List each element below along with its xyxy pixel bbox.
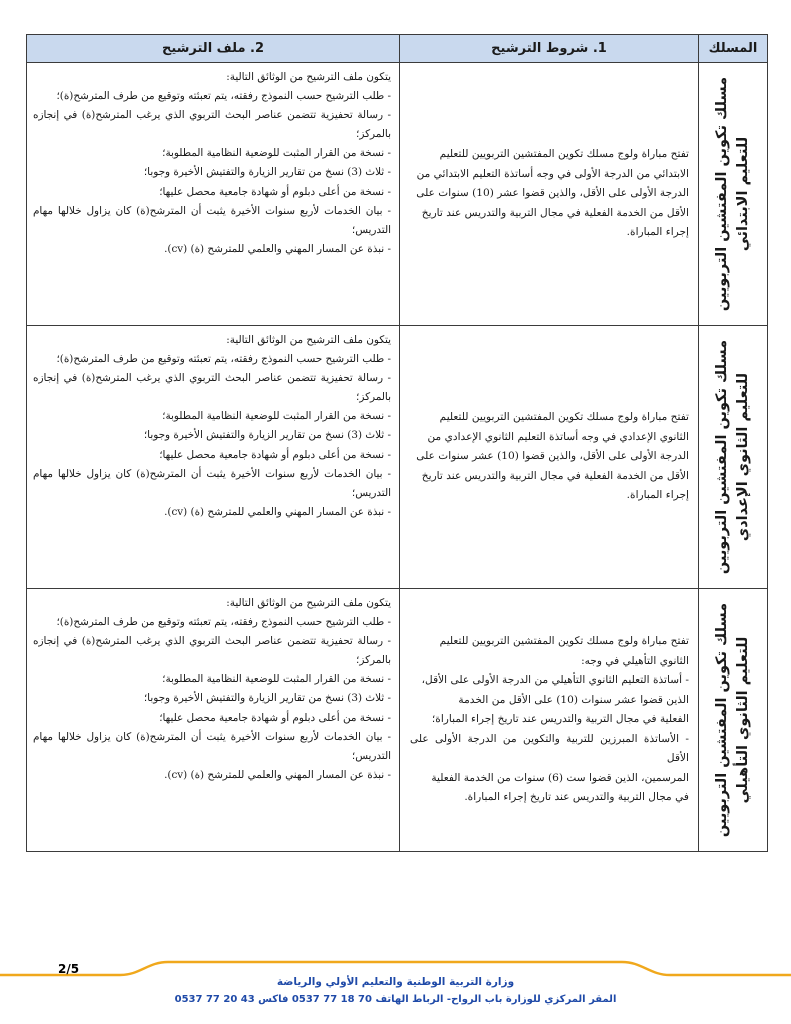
footer-address: المقر المركزي للوزارة باب الرواح- الرباط الهاتف 70 18 77 0537 فاكس 43 20 77 0537 bbox=[174, 994, 617, 1005]
file-document-item: - رسالة تحفيزية تتضمن عناصر البحث التربوي الذي يرغب المترشح(ة) في إنجازه بالمركز؛ bbox=[33, 109, 391, 141]
condition-line: في مجال التربية والتدريس عند تاريخ إجراء المباراة. bbox=[464, 791, 689, 804]
file-document-item: - طلب الترشيح حسب النموذج رفقته، يتم تعبئته وتوقيع من طرف المترشح(ة)؛ bbox=[56, 90, 391, 103]
condition-line: المرسمين، الذين قضوا ست (6) سنوات من الخدمة الفعلية bbox=[431, 771, 689, 784]
condition-line: الدرجة الأولى على الأقل، والذين قضوا عشر (10) سنوات على bbox=[416, 187, 689, 200]
track-name: مسلك تكوين المفتشين التربويين للتعليم الثانوي الإعدادي bbox=[714, 339, 751, 575]
file-document-item: - طلب الترشيح حسب النموذج رفقته، يتم تعبئته وتوقيع من طرف المترشح(ة)؛ bbox=[56, 353, 391, 366]
file-document-item: - نبذة عن المسار المهني والعلمي للمترشح (ة) (cv). bbox=[164, 505, 391, 518]
file-document-item: - نسخة من أعلى دبلوم أو شهادة جامعية محصل عليها؛ bbox=[159, 711, 391, 724]
file-document-item: - ثلاث (3) نسخ من تقارير الزيارة والتفتيش الأخيرة وجوبا؛ bbox=[143, 692, 391, 705]
file-intro: يتكون ملف الترشيح من الوثائق التالية: bbox=[226, 334, 391, 346]
file-intro: يتكون ملف الترشيح من الوثائق التالية: bbox=[226, 71, 391, 83]
file-document-item: - رسالة تحفيزية تتضمن عناصر البحث التربوي الذي يرغب المترشح(ة) في إنجازه بالمركز؛ bbox=[33, 372, 391, 404]
file-cell bbox=[27, 589, 400, 852]
table-row bbox=[27, 326, 768, 589]
header-track: المسلك bbox=[699, 35, 768, 63]
condition-line: الفعلية في مجال التربية والتدريس عند تاريخ إجراء المباراة؛ bbox=[431, 713, 689, 726]
track-name: مسلك تكوين المفتشين التربويين للتعليم الثانوي التأهيلي bbox=[714, 602, 751, 838]
file-document-item: - رسالة تحفيزية تتضمن عناصر البحث التربوي الذي يرغب المترشح(ة) في إنجازه بالمركز؛ bbox=[33, 635, 391, 667]
file-document-item: - نبذة عن المسار المهني والعلمي للمترشح (ة) (cv). bbox=[164, 768, 391, 781]
file-cell bbox=[27, 326, 400, 589]
table-row bbox=[27, 63, 768, 326]
file-document-item: - نسخة من أعلى دبلوم أو شهادة جامعية محصل عليها؛ bbox=[159, 185, 391, 198]
conditions-cell bbox=[400, 63, 699, 326]
condition-line: الذين قضوا عشر سنوات (10) على الأقل من الخدمة bbox=[458, 693, 689, 706]
footer-decoration bbox=[0, 958, 791, 1024]
condition-line: إجراء المباراة. bbox=[626, 489, 689, 502]
file-document-item: - ثلاث (3) نسخ من تقارير الزيارة والتفتيش الأخيرة وجوبا؛ bbox=[143, 166, 391, 179]
file-document-item: - نسخة من القرار المثبت للوضعية النظامية المطلوبة؛ bbox=[162, 147, 391, 160]
file-document-item: - طلب الترشيح حسب النموذج رفقته، يتم تعبئته وتوقيع من طرف المترشح(ة)؛ bbox=[56, 616, 391, 629]
file-document-item: - بيان الخدمات لأربع سنوات الأخيرة يثبت أن المترشح(ة) كان يزاول خلالها مهام التدريس؛ bbox=[33, 730, 391, 762]
file-document-item: - نسخة من أعلى دبلوم أو شهادة جامعية محصل عليها؛ bbox=[159, 448, 391, 461]
page-number: 2/5 bbox=[58, 962, 80, 976]
track-cell bbox=[699, 589, 768, 852]
file-cell bbox=[27, 63, 400, 326]
file-intro: يتكون ملف الترشيح من الوثائق التالية: bbox=[226, 597, 391, 609]
file-document-item: - نسخة من القرار المثبت للوضعية النظامية المطلوبة؛ bbox=[162, 673, 391, 686]
condition-line: - الأساتذة المبرزين للتربية والتكوين من الدرجة الأولى على الأقل bbox=[410, 732, 689, 765]
table-row bbox=[27, 589, 768, 852]
condition-line: تفتح مباراة ولوج مسلك تكوين المفتشين التربويين للتعليم bbox=[439, 635, 689, 648]
condition-line: الثانوي الإعدادي في وجه أساتذة التعليم الثانوي الإعدادي من bbox=[427, 430, 689, 443]
condition-line: الأقل من الخدمة الفعلية في مجال التربية والتدريس عند تاريخ bbox=[421, 206, 689, 219]
condition-line: تفتح مباراة ولوج مسلك تكوين المفتشين التربويين للتعليم bbox=[439, 148, 689, 161]
condition-line: تفتح مباراة ولوج مسلك تكوين المفتشين التربويين للتعليم bbox=[439, 411, 689, 424]
condition-line: الأقل من الخدمة الفعلية في مجال التربية والتدريس عند تاريخ bbox=[421, 469, 689, 482]
condition-line: الدرجة الأولى على الأقل، والذين قضوا (10) عشر سنوات على bbox=[416, 450, 689, 463]
condition-line: الابتدائي من الدرجة الأولى في وجه أساتذة التعليم الابتدائي من bbox=[416, 167, 689, 180]
conditions-cell bbox=[400, 326, 699, 589]
footer-ministry: وزارة التربية الوطنية والتعليم الأولي والرياضة bbox=[276, 976, 515, 988]
track-cell bbox=[699, 326, 768, 589]
file-document-item: - بيان الخدمات لأربع سنوات الأخيرة يثبت أن المترشح(ة) كان يزاول خلالها مهام التدريس؛ bbox=[33, 204, 391, 236]
file-document-item: - ثلاث (3) نسخ من تقارير الزيارة والتفتيش الأخيرة وجوبا؛ bbox=[143, 429, 391, 442]
condition-line: الثانوي التأهيلي في وجه: bbox=[581, 654, 689, 667]
file-document-item: - بيان الخدمات لأربع سنوات الأخيرة يثبت أن المترشح(ة) كان يزاول خلالها مهام التدريس؛ bbox=[33, 467, 391, 499]
conditions-cell bbox=[400, 589, 699, 852]
file-document-item: - نبذة عن المسار المهني والعلمي للمترشح (ة) (cv). bbox=[164, 242, 391, 255]
table-header-row bbox=[27, 35, 768, 63]
header-file: 2. ملف الترشيح bbox=[27, 35, 400, 63]
header-conditions: 1. شروط الترشيح bbox=[400, 35, 699, 63]
condition-line: - أساتذة التعليم الثانوي التأهيلي من الدرجة الأولى على الأقل، bbox=[421, 674, 689, 687]
track-cell bbox=[699, 63, 768, 326]
file-document-item: - نسخة من القرار المثبت للوضعية النظامية المطلوبة؛ bbox=[162, 410, 391, 423]
candidacy-table bbox=[26, 34, 768, 852]
condition-line: إجراء المباراة. bbox=[626, 226, 689, 239]
track-name: مسلك تكوين المفتشين التربويين للتعليم الابتدائي bbox=[714, 76, 751, 312]
